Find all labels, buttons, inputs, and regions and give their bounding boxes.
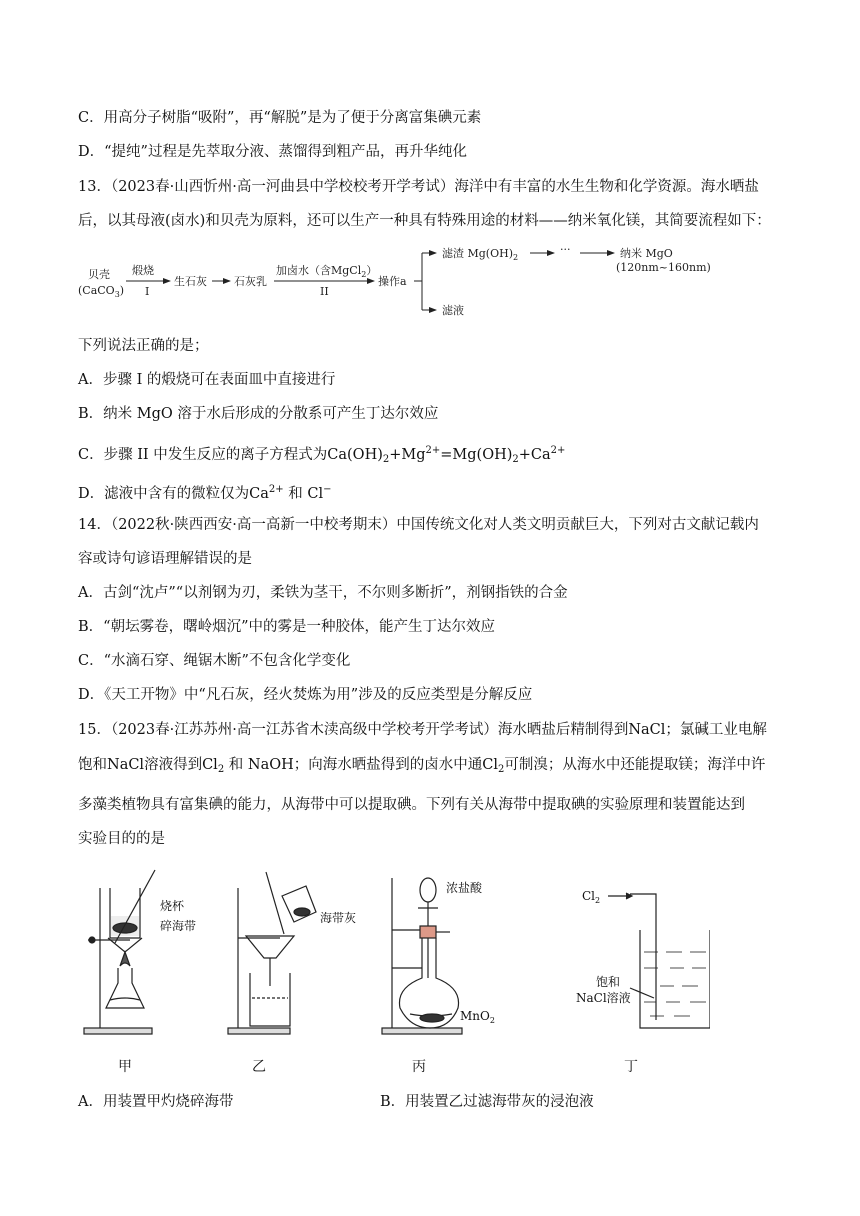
apparatus-ding bbox=[608, 893, 710, 1028]
figure-label-yi: 乙 bbox=[252, 1059, 266, 1075]
q15-stem-line3: 多藻类植物具有富集碘的能力，从海带中可以提取碘。下列有关从海带中提取碘的实验原理和装置能达到 bbox=[78, 797, 745, 813]
q15-option-a: A．用装置甲灼烧碎海带 bbox=[78, 1094, 234, 1110]
q14-stem-line2: 容或诗句谚语理解错误的是 bbox=[78, 551, 252, 567]
flow-shell: 贝壳 bbox=[88, 268, 110, 281]
label-beaker: 烧杯 bbox=[160, 899, 185, 913]
flow-shell-formula: (CaCO$_3$) bbox=[78, 284, 125, 299]
figure-label-jia: 甲 bbox=[118, 1059, 132, 1075]
q14-option-b: B．“朝坛雾卷，曙岭烟沉”中的雾是一种胶体，能产生丁达尔效应 bbox=[78, 619, 495, 635]
flow-filtrate: 滤液 bbox=[442, 304, 464, 317]
label-saturated: 饱和 bbox=[596, 975, 621, 989]
q13-flow-diagram bbox=[70, 238, 770, 326]
q13-stem-line2: 后，以其母液(卤水)和贝壳为原料，还可以生产一种具有特殊用途的材料——纳米氧化镁，其简要流程如下： bbox=[78, 213, 771, 229]
apparatus-jia bbox=[84, 870, 155, 1034]
label-ash: 海带灰 bbox=[320, 911, 357, 925]
q12-option-d: D．“提纯”过程是先萃取分液、蒸馏得到粗产品，再升华纯化 bbox=[78, 144, 467, 160]
q13-option-c-text: C．步骤 II 中发生反应的离子方程式为 bbox=[78, 447, 328, 463]
figure-label-ding: 丁 bbox=[624, 1059, 638, 1075]
q15-stem-line2: 饱和NaCl溶液得到$Cl_2$ 和 NaOH；向海水晒盐得到的卤水中通$Cl_2$可制溴；从海水中还能提取镁；海洋中许 bbox=[78, 757, 766, 775]
q14-stem-line1: 14．（2022秋·陕西西安·高一高新一中校考期末）中国传统文化对人类文明贡献巨大，下列对古文献记载内 bbox=[78, 517, 759, 533]
q14-option-c: C．“水滴石穿、绳锯木断”不包含化学变化 bbox=[78, 653, 351, 669]
flow-dots: ··· bbox=[560, 243, 571, 256]
q15-option-b: B．用装置乙过滤海带灰的浸泡液 bbox=[380, 1094, 594, 1110]
q12-option-c: C．用高分子树脂“吸附”，再“解脱”是为了便于分离富集碘元素 bbox=[78, 110, 482, 126]
flow-quicklime: 生石灰 bbox=[174, 275, 207, 288]
q13-option-a: A．步骤 I 的煅烧可在表面皿中直接进行 bbox=[78, 372, 336, 388]
label-hcl: 浓盐酸 bbox=[446, 881, 483, 895]
q13-equation: $Ca(OH)_2+Mg^{2+}=Mg(OH)_2+Ca^{2+}$ bbox=[327, 445, 566, 465]
label-seaweed: 碎海带 bbox=[160, 919, 197, 933]
q15-stem-line4: 实验目的的是 bbox=[78, 831, 165, 847]
q13-stem-line1: 13．（2023春·山西忻州·高一河曲县中学校校考开学考试）海洋中有丰富的水生生物和化学资源。海水晒盐 bbox=[78, 179, 759, 195]
q14-option-a: A．古剑“沈卢”“以剂钢为刃，柔铁为茎干，不尔则多断折”，剂钢指铁的合金 bbox=[78, 585, 568, 601]
label-nacl-solution: NaCl溶液 bbox=[576, 991, 631, 1005]
apparatus-bing bbox=[382, 878, 462, 1034]
flow-limemilk: 石灰乳 bbox=[234, 275, 267, 288]
apparatus-yi bbox=[228, 872, 316, 1034]
flow-step1: I bbox=[145, 285, 150, 298]
flow-residue: 滤渣 $Mg(OH)_2$ bbox=[442, 247, 519, 262]
q13-option-c bbox=[78, 441, 565, 470]
flow-calcine: 煅烧 bbox=[132, 264, 154, 277]
q14-option-d: D．《天工开物》中“凡石灰，经火焚炼为用”涉及的反应类型是分解反应 bbox=[78, 687, 533, 703]
q13-option-b: B．纳米 MgO 溶于水后形成的分散系可产生丁达尔效应 bbox=[78, 406, 439, 422]
q15-apparatus-figure bbox=[70, 868, 710, 1048]
flow-step2: II bbox=[320, 285, 329, 298]
q13-option-d: D．滤液中含有的微粒仅为$Ca^{2+}$ 和 Cl− bbox=[78, 484, 332, 502]
label-cl2: $Cl_2$ bbox=[582, 889, 601, 905]
label-mno2: MnO$_2$ bbox=[460, 1009, 495, 1025]
flow-size: (120nm~160nm) bbox=[616, 261, 711, 274]
flow-nano-mgo: 纳米 MgO bbox=[620, 247, 673, 260]
flow-add-brine: 加卤水（含MgCl$_2$） bbox=[276, 264, 378, 279]
q13-prompt: 下列说法正确的是； bbox=[78, 338, 209, 354]
q15-stem-line1: 15．（2023春·江苏苏州·高一江苏省木渎高级中学校考开学考试）海水晒盐后精制得到NaCl；氯碱工业电解 bbox=[78, 722, 767, 738]
flow-op-a: 操作a bbox=[378, 275, 407, 288]
figure-label-bing: 丙 bbox=[412, 1059, 426, 1075]
